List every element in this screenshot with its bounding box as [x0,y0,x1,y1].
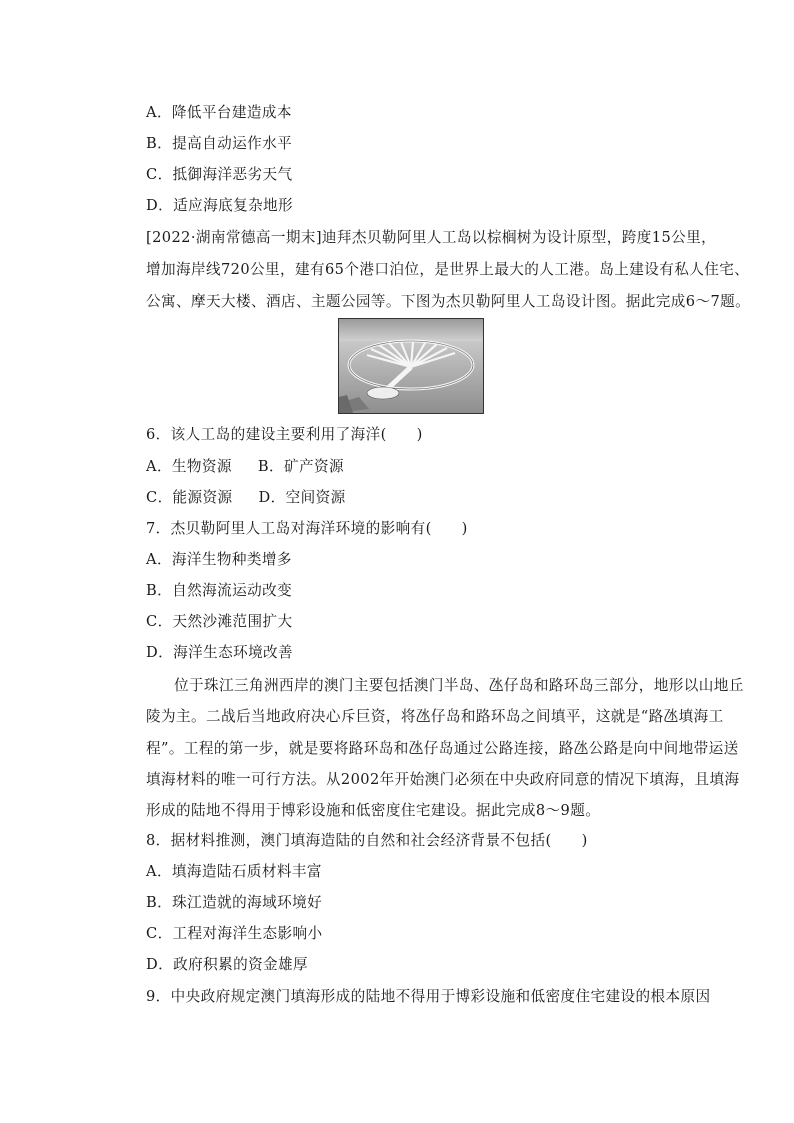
q6-option-b: B．矿产资源 [257,458,345,475]
passage2-line1: 位于珠江三角洲西岸的澳门主要包括澳门半岛、氹仔岛和路环岛三部分，地形以山地丘 [174,677,744,694]
q8-option-a: A．填海造陆石质材料丰富 [146,863,322,880]
q6-options-ab [146,457,344,477]
q7-option-c: C．天然沙滩范围扩大 [146,613,293,630]
q5-option-a: A．降低平台建造成本 [146,104,292,121]
palm-island-image [338,318,484,414]
q6-options-cd [146,488,346,508]
q8-stem: 8．据材料推测，澳门填海造陆的自然和社会经济背景不包括( ) [146,832,588,849]
q5-option-d: D．适应海底复杂地形 [146,197,294,214]
passage2-line3: 程”。工程的第一步，就是要将路环岛和氹仔岛通过公路连接，路氹公路是向中间地带运送 [146,740,739,757]
passage1-line1: [2022·湖南常德高一期末]迪拜杰贝勒阿里人工岛以棕榈树为设计原型，跨度15公里， [146,229,717,246]
q6-option-a: A．生物资源 [146,458,232,475]
q8-option-d: D．政府积累的资金雄厚 [146,956,309,973]
passage2-line4: 填海材料的唯一可行方法。从2002年开始澳门必须在中央政府同意的情况下填海，且填海 [146,771,740,788]
q7-option-a: A．海洋生物种类增多 [146,551,292,568]
q7-stem: 7．杰贝勒阿里人工岛对海洋环境的影响有( ) [146,520,468,537]
q8-option-b: B．珠江造就的海域环境好 [146,894,323,911]
q7-option-b: B．自然海流运动改变 [146,582,293,599]
passage2-line2: 陵为主。二战后当地政府决心斥巨资，将氹仔岛和路环岛之间填平，这就是“路氹填海工 [146,708,724,725]
q9-stem: 9．中央政府规定澳门填海形成的陆地不得用于博彩设施和低密度住宅建设的根本原因 [146,988,711,1005]
passage1-line3: 公寓、摩天大楼、酒店、主题公园等。下图为杰贝勒阿里人工岛设计图。据此完成6～7题。 [146,293,751,310]
q6-option-c: C．能源资源 [146,489,233,506]
q6-option-d: D．空间资源 [258,489,346,506]
q5-option-c: C．抵御海洋恶劣天气 [146,166,293,183]
q7-option-d: D．海洋生态环境改善 [146,644,294,661]
q6-stem: 6．该人工岛的建设主要利用了海洋( ) [146,426,423,443]
passage1-line2: 增加海岸线720公里，建有65个港口泊位，是世界上最大的人工港。岛上建设有私人住宅、 [146,261,750,278]
q8-option-c: C．工程对海洋生态影响小 [146,925,323,942]
q5-option-b: B．提高自动运作水平 [146,135,293,152]
passage2-line5: 形成的陆地不得用于博彩设施和低密度住宅建设。据此完成8～9题。 [146,802,601,819]
